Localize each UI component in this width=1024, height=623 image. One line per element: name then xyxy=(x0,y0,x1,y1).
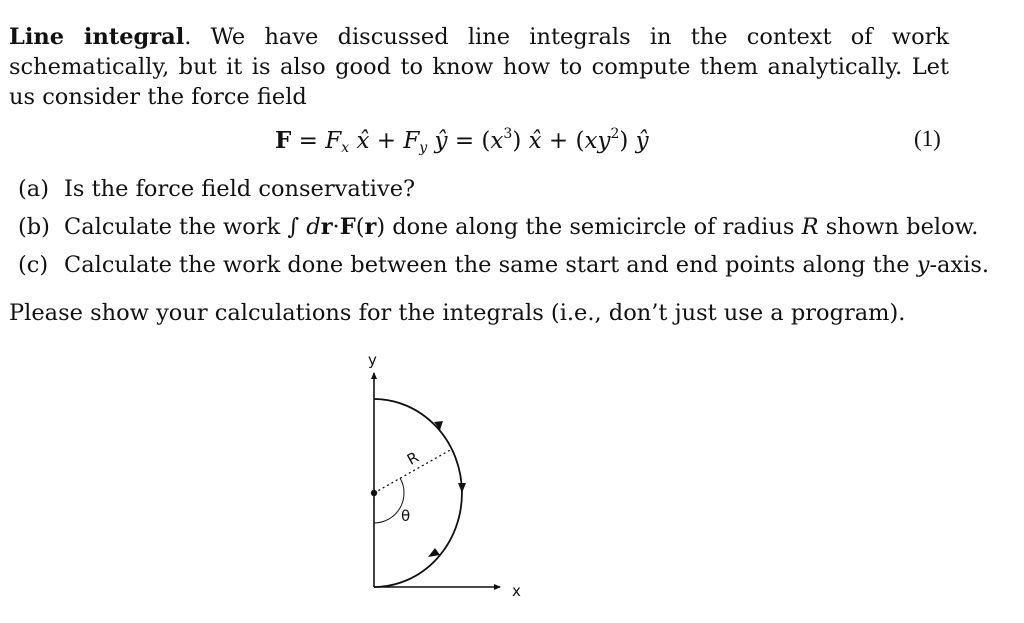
question-c xyxy=(18,250,990,280)
question-text: done along the semicircle of radius xyxy=(392,214,795,240)
section-heading: Line integral xyxy=(9,24,185,50)
question-text: Calculate the work xyxy=(64,214,281,240)
intro-text: . We have discussed line integrals in the context of work schematically, but it is also good to know how to compute them analytically. Let us consider the force field xyxy=(9,24,949,110)
question-b xyxy=(18,212,979,242)
question-a xyxy=(18,174,958,204)
angle-arc xyxy=(374,478,404,523)
question-text: shown below. xyxy=(825,214,979,240)
x-axis-label: x xyxy=(512,582,521,600)
radius-symbol: R xyxy=(801,214,819,240)
radius-label: R xyxy=(403,448,422,469)
path-direction-arrow xyxy=(458,483,466,493)
question-text: Calculate the work done between the same start and end points along the xyxy=(64,252,910,278)
force-field-equation-row xyxy=(0,126,1024,162)
intro-paragraph xyxy=(9,22,949,112)
question-label: (c) xyxy=(18,252,49,278)
closing-paragraph: Please show your calculations for the integrals (i.e., don’t just use a program). xyxy=(9,300,906,326)
angle-label: θ xyxy=(401,507,411,525)
work-integral-expression: ∫ dr·F(r) xyxy=(287,214,386,240)
question-text: -axis. xyxy=(929,252,990,278)
axis-symbol: y xyxy=(916,252,930,278)
question-text: Is the force field conservative? xyxy=(64,176,416,202)
question-label: (b) xyxy=(18,214,50,240)
equation-number: (1) xyxy=(914,126,941,151)
y-axis-label: y xyxy=(368,351,377,369)
semicircle-path xyxy=(374,399,462,587)
force-field-equation: $F = F_x$ x̂ + $F_y$ ŷ = $(x^3)$ x̂ + $(xy^2)$ ŷ xyxy=(275,126,649,156)
question-label: (a) xyxy=(18,176,49,202)
path-direction-arrow xyxy=(428,548,440,557)
semicircle-path-diagram xyxy=(330,345,550,610)
